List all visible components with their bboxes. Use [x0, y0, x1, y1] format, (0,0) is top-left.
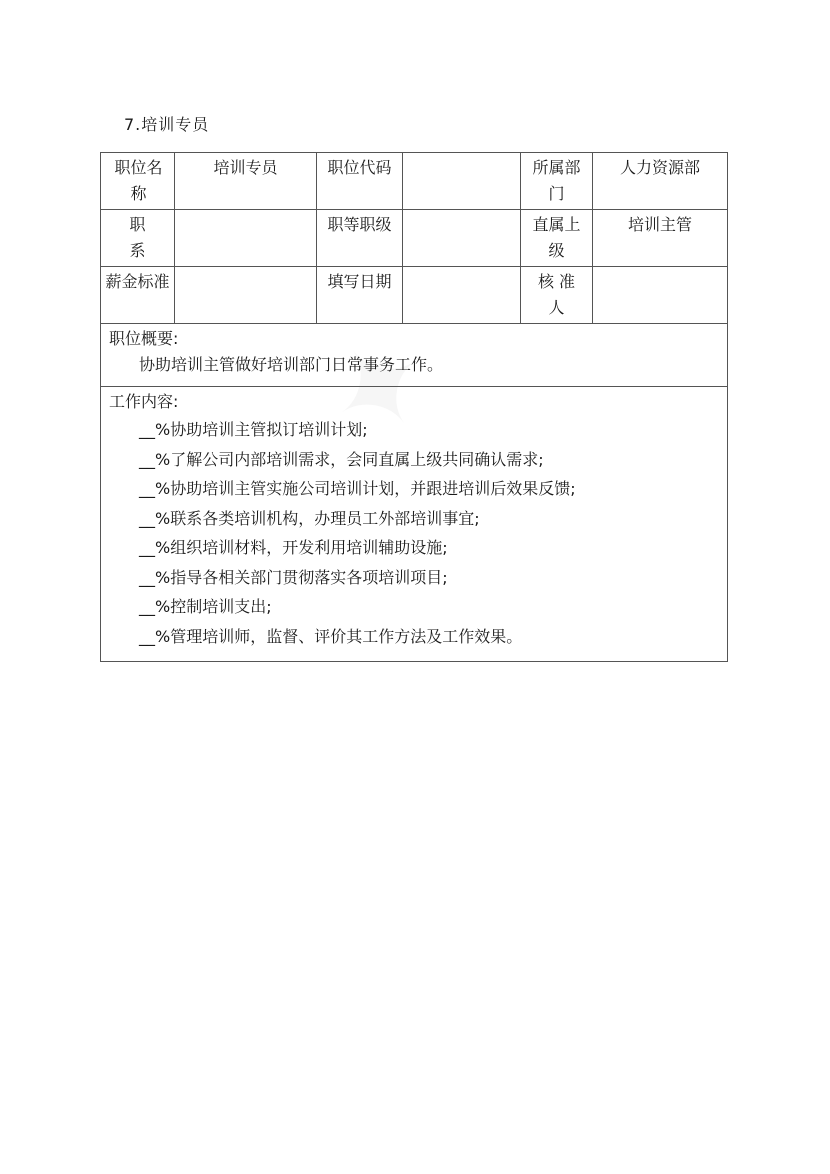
table-row: [101, 267, 728, 324]
overview-text: 协助培训主管做好培训部门日常事务工作。: [139, 355, 444, 374]
label-fill-date: 填写日期: [317, 267, 403, 324]
job-description-table: [100, 152, 728, 662]
duty-item: __%了解公司内部培训需求，会同直属上级共同确认需求;: [139, 449, 544, 469]
value-salary-standard: [175, 267, 317, 324]
label-approver: 核 准 人: [521, 267, 593, 324]
label-direct-supervisor: 直属上级: [521, 210, 593, 267]
duties-cell: [101, 387, 728, 662]
duty-item: __%协助培训主管实施公司培训计划，并跟进培训后效果反馈;: [139, 479, 576, 498]
duty-item: __%指导各相关部门贯彻落实各项培训项目;: [139, 567, 448, 587]
value-grade-level: [403, 210, 521, 267]
label-department: 所属部门: [521, 153, 593, 210]
overview-row: [101, 324, 728, 387]
value-fill-date: [403, 267, 521, 324]
duty-item: __%管理培训师，监督、评价其工作方法及工作效果。: [139, 626, 523, 646]
overview-title: 职位概要:: [109, 329, 179, 348]
label-position-code: 职位代码: [317, 153, 403, 210]
duties-title: 工作内容:: [109, 392, 179, 411]
value-position-name: 培训专员: [175, 153, 317, 210]
section-heading: 7.培训专员: [124, 115, 210, 134]
duty-item: __%组织培训材料，开发利用培训辅助设施;: [139, 538, 448, 557]
overview-cell: [101, 324, 728, 387]
value-position-code: [403, 153, 521, 210]
duties-row: [101, 387, 728, 662]
value-job-family: [175, 210, 317, 267]
table-row: [101, 210, 728, 267]
label-salary-standard: 薪金标准: [101, 267, 175, 324]
label-grade-level: 职等职级: [317, 210, 403, 267]
value-direct-supervisor: 培训主管: [593, 210, 728, 267]
label-position-name: 职位名称: [101, 153, 175, 210]
table-row: [101, 153, 728, 210]
duty-item: __%联系各类培训机构，办理员工外部培训事宜;: [139, 508, 480, 528]
label-job-family: 职 系: [101, 210, 175, 267]
value-department: 人力资源部: [593, 153, 728, 210]
value-approver: [593, 267, 728, 324]
duty-item: __%协助培训主管拟订培训计划;: [139, 420, 368, 439]
duty-item: __%控制培训支出;: [139, 597, 272, 616]
